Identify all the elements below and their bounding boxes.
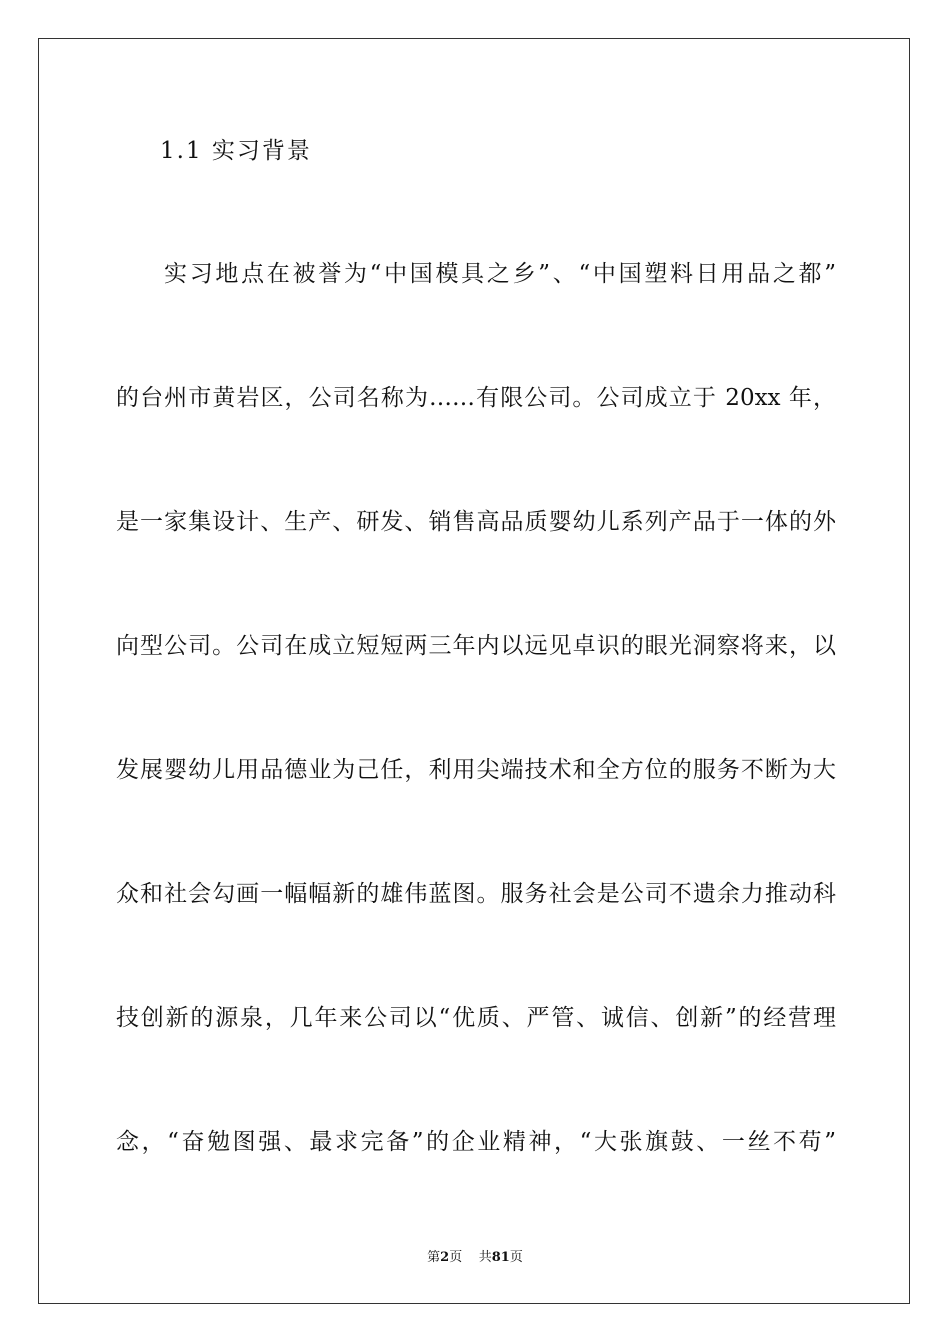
paragraph-line: 的台州市黄岩区，公司名称为……有限公司。公司成立于 20xx 年， xyxy=(116,385,836,411)
paragraph-line: 实习地点在被誉为“中国模具之乡”、“中国塑料日用品之都” xyxy=(164,261,836,287)
page-number: 2 xyxy=(440,1250,450,1265)
total-suffix: 页 xyxy=(509,1250,523,1265)
paragraph-line: 念，“奋勉图强、最求完备”的企业精神，“大张旗鼓、一丝不苟” xyxy=(116,1129,836,1155)
page-suffix: 页 xyxy=(449,1250,463,1265)
paragraph-line: 众和社会勾画一幅幅新的雄伟蓝图。服务社会是公司不遗余力推动科 xyxy=(116,881,836,907)
total-pages: 81 xyxy=(491,1250,510,1265)
paragraph-line: 是一家集设计、生产、研发、销售高品质婴幼儿系列产品于一体的外 xyxy=(116,509,836,535)
section-heading: 1.1 实习背景 xyxy=(160,138,312,164)
paragraph-line: 发展婴幼儿用品德业为己任，利用尖端技术和全方位的服务不断为大 xyxy=(116,757,836,783)
total-prefix: 共 xyxy=(478,1250,492,1265)
paragraph-line: 向型公司。公司在成立短短两三年内以远见卓识的眼光洞察将来，以 xyxy=(116,633,836,659)
page-border xyxy=(38,38,910,1304)
page-footer xyxy=(0,1246,950,1265)
paragraph-line: 技创新的源泉，几年来公司以“优质、严管、诚信、创新”的经营理 xyxy=(116,1005,836,1031)
page-prefix: 第 xyxy=(427,1250,441,1265)
